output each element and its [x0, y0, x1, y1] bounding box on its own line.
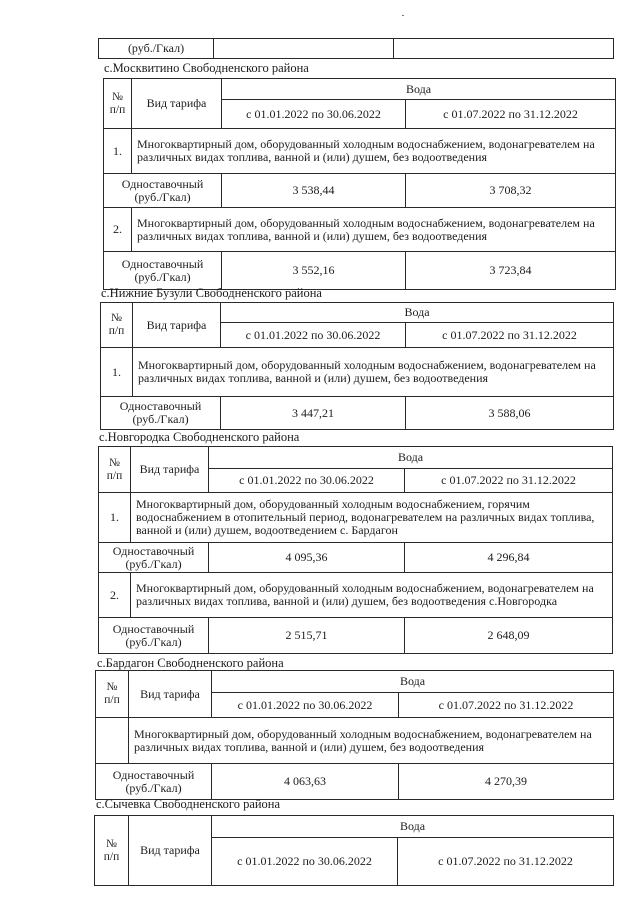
- row-number: 1.: [104, 129, 132, 174]
- header-number: [99, 447, 131, 493]
- header-number-text: № п/п: [109, 90, 126, 116]
- tariff-label: Одноставочный (руб./Гкал): [99, 618, 209, 654]
- row-number: 1.: [101, 348, 133, 397]
- header-period-1: с 01.01.2022 по 30.06.2022: [212, 838, 398, 886]
- empty-cell: [394, 39, 614, 59]
- tariff-value-period-1: 3 538,44: [222, 174, 406, 208]
- tariff-value-period-1: 2 515,71: [209, 618, 405, 654]
- tariff-label: Одноставочный (руб./Гкал): [99, 543, 209, 573]
- header-water: Вода: [209, 447, 613, 469]
- scan-speck: [402, 15, 404, 16]
- tariff-value-period-2: 3 708,32: [406, 174, 616, 208]
- tariff-table: [100, 302, 614, 430]
- header-water: Вода: [212, 671, 614, 693]
- tariff-table: [103, 78, 616, 290]
- tariff-value-period-1: 3 552,16: [222, 252, 406, 290]
- header-tariff-type: Вид тарифа: [132, 79, 222, 129]
- tariff-table: [98, 446, 613, 654]
- tariff-label: Одноставочный (руб./Гкал): [104, 174, 222, 208]
- header-number: [96, 671, 129, 718]
- section-title: с.Сычевка Свободненского района: [96, 797, 281, 811]
- row-number: 1.: [99, 493, 131, 543]
- header-number-text: № п/п: [106, 456, 123, 482]
- row-description: Многоквартирный дом, оборудованный холодным водоснабжением, водонагревателем на различных видах топлива, ванной и (или) душем, без водоотведения: [129, 718, 614, 764]
- row-number: 2.: [99, 573, 131, 618]
- empty-cell: [214, 39, 394, 59]
- header-period-2: с 01.07.2022 по 31.12.2022: [406, 323, 614, 348]
- header-period-2: с 01.07.2022 по 31.12.2022: [405, 469, 613, 493]
- section-title: с.Нижние Бузули Свободненского района: [101, 286, 322, 300]
- section-title: с.Москвитино Свободненского района: [104, 61, 309, 75]
- tariff-label: Одноставочный (руб./Гкал): [101, 397, 221, 430]
- tariff-value-period-2: 2 648,09: [405, 618, 613, 654]
- header-water: Вода: [222, 79, 616, 100]
- row-description: Многоквартирный дом, оборудованный холодным водоснабжением, водонагревателем на различных видах топлива, ванной и (или) душем, без водоотведения: [133, 348, 614, 397]
- tariff-value-period-2: 4 296,84: [405, 543, 613, 573]
- row-number: [96, 718, 129, 764]
- tariff-value-period-1: 4 095,36: [209, 543, 405, 573]
- header-tariff-type: Вид тарифа: [129, 671, 212, 718]
- header-number: [104, 79, 132, 129]
- tariff-value-period-2: 3 723,84: [406, 252, 616, 290]
- tariff-value-period-2: 3 588,06: [406, 397, 614, 430]
- tariff-label: Одноставочный (руб./Гкал): [104, 252, 222, 290]
- row-description: Многоквартирный дом, оборудованный холодным водоснабжением, горячим водоснабжением в отопительный период, водонагревателем на различных видах топлива, ванной и (или) душем, водоотведением с. Бардагон: [131, 493, 613, 543]
- row-description: Многоквартирный дом, оборудованный холодным водоснабжением, водонагревателем на различных видах топлива, ванной и (или) душем, без водоотведения: [132, 129, 616, 174]
- header-water: Вода: [212, 816, 614, 838]
- header-period-1: с 01.01.2022 по 30.06.2022: [221, 323, 406, 348]
- section-title: с.Бардагон Свободненского района: [97, 656, 284, 670]
- tariff-table: [94, 815, 614, 886]
- tariff-unit-label: (руб./Гкал): [99, 39, 214, 59]
- header-tariff-type: Вид тарифа: [131, 447, 209, 493]
- row-number: 2.: [104, 208, 132, 252]
- tariff-table: [95, 670, 614, 800]
- tariff-value-period-1: 3 447,21: [221, 397, 406, 430]
- header-period-1: с 01.01.2022 по 30.06.2022: [212, 693, 399, 718]
- tariff-label: Одноставочный (руб./Гкал): [96, 764, 212, 800]
- header-period-1: с 01.01.2022 по 30.06.2022: [222, 100, 406, 129]
- header-period-2: с 01.07.2022 по 31.12.2022: [399, 693, 614, 718]
- header-water: Вода: [221, 303, 614, 323]
- row-description: Многоквартирный дом, оборудованный холодным водоснабжением, водонагревателем на различных видах топлива, ванной и (или) душем, без водоотведения: [132, 208, 616, 252]
- header-number: [101, 303, 133, 348]
- header-number-text: № п/п: [103, 837, 120, 863]
- header-tariff-type: Вид тарифа: [129, 816, 212, 886]
- header-period-1: с 01.01.2022 по 30.06.2022: [209, 469, 405, 493]
- header-number-text: № п/п: [104, 681, 120, 706]
- tariff-value-period-2: 4 270,39: [399, 764, 614, 800]
- header-number: [95, 816, 129, 886]
- header-number-text: № п/п: [108, 312, 125, 337]
- section-title: с.Новгородка Свободненского района: [99, 430, 300, 444]
- row-description: Многоквартирный дом, оборудованный холодным водоснабжением, водонагревателем на различных видах топлива, ванной и (или) душем, без водоотведения с.Новгородка: [131, 573, 613, 618]
- header-period-2: с 01.07.2022 по 31.12.2022: [406, 100, 616, 129]
- top-table-fragment: [98, 38, 614, 59]
- header-tariff-type: Вид тарифа: [133, 303, 221, 348]
- tariff-value-period-1: 4 063,63: [212, 764, 399, 800]
- header-period-2: с 01.07.2022 по 31.12.2022: [398, 838, 614, 886]
